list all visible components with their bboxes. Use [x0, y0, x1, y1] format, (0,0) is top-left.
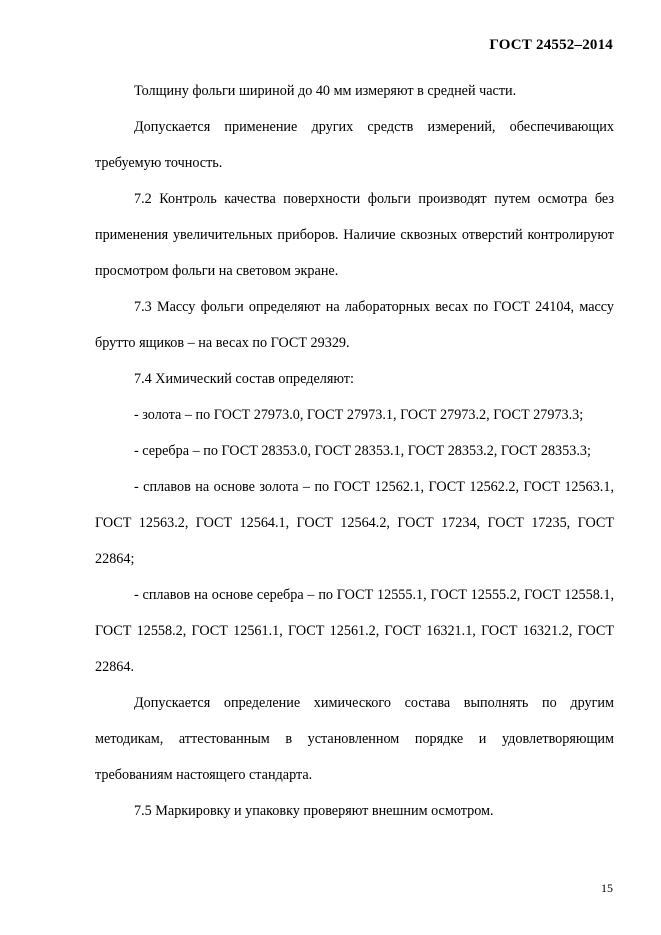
paragraph-7-2-surface-control: 7.2 Контроль качества поверхности фольги производят путем осмотра без применения увеличительных приборов. Наличие сквозных отверстий контролируют просмотром фольги на световом экране. [95, 191, 614, 279]
paragraph-foil-thickness: Толщину фольги шириной до 40 мм измеряют в средней части. [134, 83, 517, 99]
page-number: 15 [601, 881, 613, 895]
list-item-gold: - золота – по ГОСТ 27973.0, ГОСТ 27973.1, ГОСТ 27973.2, ГОСТ 27973.3; [134, 407, 584, 423]
list-item-silver: - серебра – по ГОСТ 28353.0, ГОСТ 28353.1, ГОСТ 28353.2, ГОСТ 28353.3; [134, 443, 591, 459]
paragraph-other-methods: Допускается определение химического состава выполнять по другим методикам, аттестованным в установленном порядке и удовлетворяющим требованиям настоящего стандарта. [95, 695, 614, 783]
list-item-silver-alloys: - сплавов на основе серебра – по ГОСТ 12555.1, ГОСТ 12555.2, ГОСТ 12558.1, ГОСТ 12558.2, ГОСТ 12561.1, ГОСТ 12561.2, ГОСТ 16321.1, ГОСТ 16321.2, ГОСТ 22864. [95, 587, 614, 675]
paragraph-7-3-mass: 7.3 Массу фольги определяют на лабораторных весах по ГОСТ 24104, массу брутто ящиков – на весах по ГОСТ 29329. [95, 299, 614, 351]
paragraph-7-4-chemical-composition: 7.4 Химический состав определяют: [134, 371, 354, 387]
paragraph-other-instruments: Допускается применение других средств измерений, обеспечивающих требуемую точность. [95, 119, 614, 171]
document-body [95, 73, 614, 829]
paragraph-7-5-marking: 7.5 Маркировку и упаковку проверяют внешним осмотром. [134, 803, 494, 819]
document-standard-number: ГОСТ 24552–2014 [489, 37, 613, 53]
list-item-gold-alloys: - сплавов на основе золота – по ГОСТ 12562.1, ГОСТ 12562.2, ГОСТ 12563.1, ГОСТ 12563.2, ГОСТ 12564.1, ГОСТ 12564.2, ГОСТ 17234, ГОСТ 17235, ГОСТ 22864; [95, 479, 614, 567]
